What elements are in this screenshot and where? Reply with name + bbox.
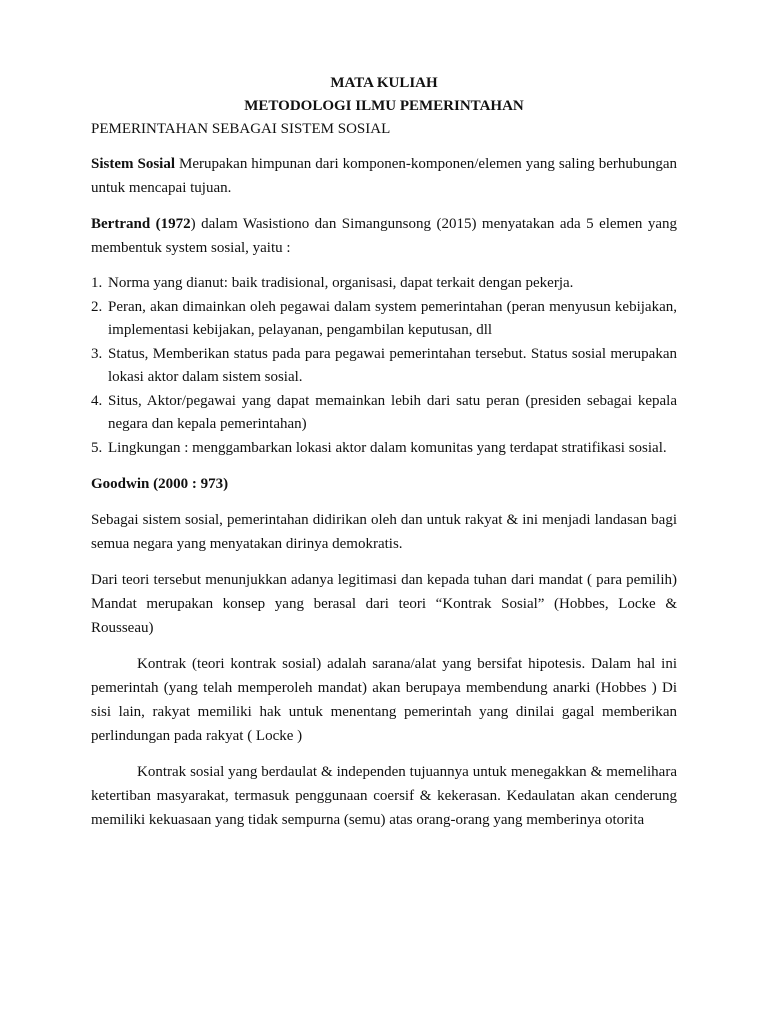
list-item (91, 296, 677, 343)
list-item-text: Norma yang dianut: baik tradisional, organisasi, dapat terkait dengan pekerja. (108, 275, 574, 291)
paragraph-goodwin: Sebagai sistem sosial, pemerintahan didirikan oleh dan untuk rakyat & ini menjadi landasan bagi semua negara yang menyatakan dirinya demokratis. (91, 512, 677, 552)
term-sistem-sosial: Sistem Sosial (91, 156, 176, 172)
list-item-text: Peran, akan dimainkan oleh pegawai dalam system pemerintahan (peran menyusun kebijakan, implementasi kebijakan, pelayanan, pengambilan keputusan, dll (108, 298, 677, 338)
paragraph-legitimasi: Dari teori tersebut menunjukkan adanya legitimasi dan kepada tuhan dari mandat ( para pemilih) Mandat merupakan konsep yang berasal dari teori “Kontrak Sosial” (Hobbes, Locke & Rousseau) (91, 572, 677, 636)
heading-goodwin: Goodwin (2000 : 973) (91, 476, 229, 492)
paragraph-bertrand-text: ) dalam Wasistiono dan Simangunsong (2015) menyatakan ada 5 elemen yang membentuk system sosial, yaitu : (91, 216, 678, 256)
list-item-text: Lingkungan : menggambarkan lokasi aktor dalam komunitas yang terdapat stratifikasi sosial. (108, 439, 667, 456)
list-item (91, 390, 677, 437)
list-item-number: 5. (91, 439, 103, 456)
paragraph-bertrand (91, 212, 677, 260)
list-item (91, 343, 677, 390)
list-item-number: 3. (91, 345, 103, 362)
list-item-text: Status, Memberikan status pada para pegawai pemerintahan tersebut. Status sosial merupakan lokasi aktor dalam sistem sosial. (108, 345, 677, 385)
paragraph-sistem-sosial (91, 152, 677, 200)
term-bertrand: Bertrand (1972 (91, 216, 191, 232)
element-list (91, 272, 677, 460)
list-item-number: 1. (91, 275, 103, 291)
document-page (91, 72, 677, 844)
list-item-text: Situs, Aktor/pegawai yang dapat memainkan lebih dari satu peran (presiden sebagai kepala negara dan kepala pemerintahan) (108, 392, 677, 432)
document-title-line-1: MATA KULIAH (330, 75, 438, 91)
list-item-number: 4. (91, 392, 103, 409)
list-item (91, 272, 677, 296)
paragraph-sistem-sosial-text: Merupakan himpunan dari komponen-komponen/elemen yang saling berhubungan untuk mencapai tujuan. (91, 156, 677, 196)
paragraph-kontrak-sosial: Kontrak sosial yang berdaulat & independen tujuannya untuk menegakkan & memelihara ketertiban masyarakat, termasuk penggunaan coersif & kekerasan. Kedaulatan akan cenderung memiliki kekuasaan yang tidak sempurna (semu) atas orang-orang yang memberinya otorita (91, 764, 677, 828)
list-item-number: 2. (91, 298, 103, 315)
document-subtitle: PEMERINTAHAN SEBAGAI SISTEM SOSIAL (91, 121, 391, 137)
document-title-line-2: METODOLOGI ILMU PEMERINTAHAN (244, 98, 524, 114)
list-item (91, 437, 677, 461)
paragraph-kontrak: Kontrak (teori kontrak sosial) adalah sarana/alat yang bersifat hipotesis. Dalam hal ini pemerintah (yang telah memperoleh mandat) akan berupaya membendung anarki (Hobbes ) Di sisi lain, rakyat memiliki hak untuk menentang pemerintah yang dinilai gagal memberikan perlindungan pada rakyat ( Locke ) (91, 656, 677, 744)
